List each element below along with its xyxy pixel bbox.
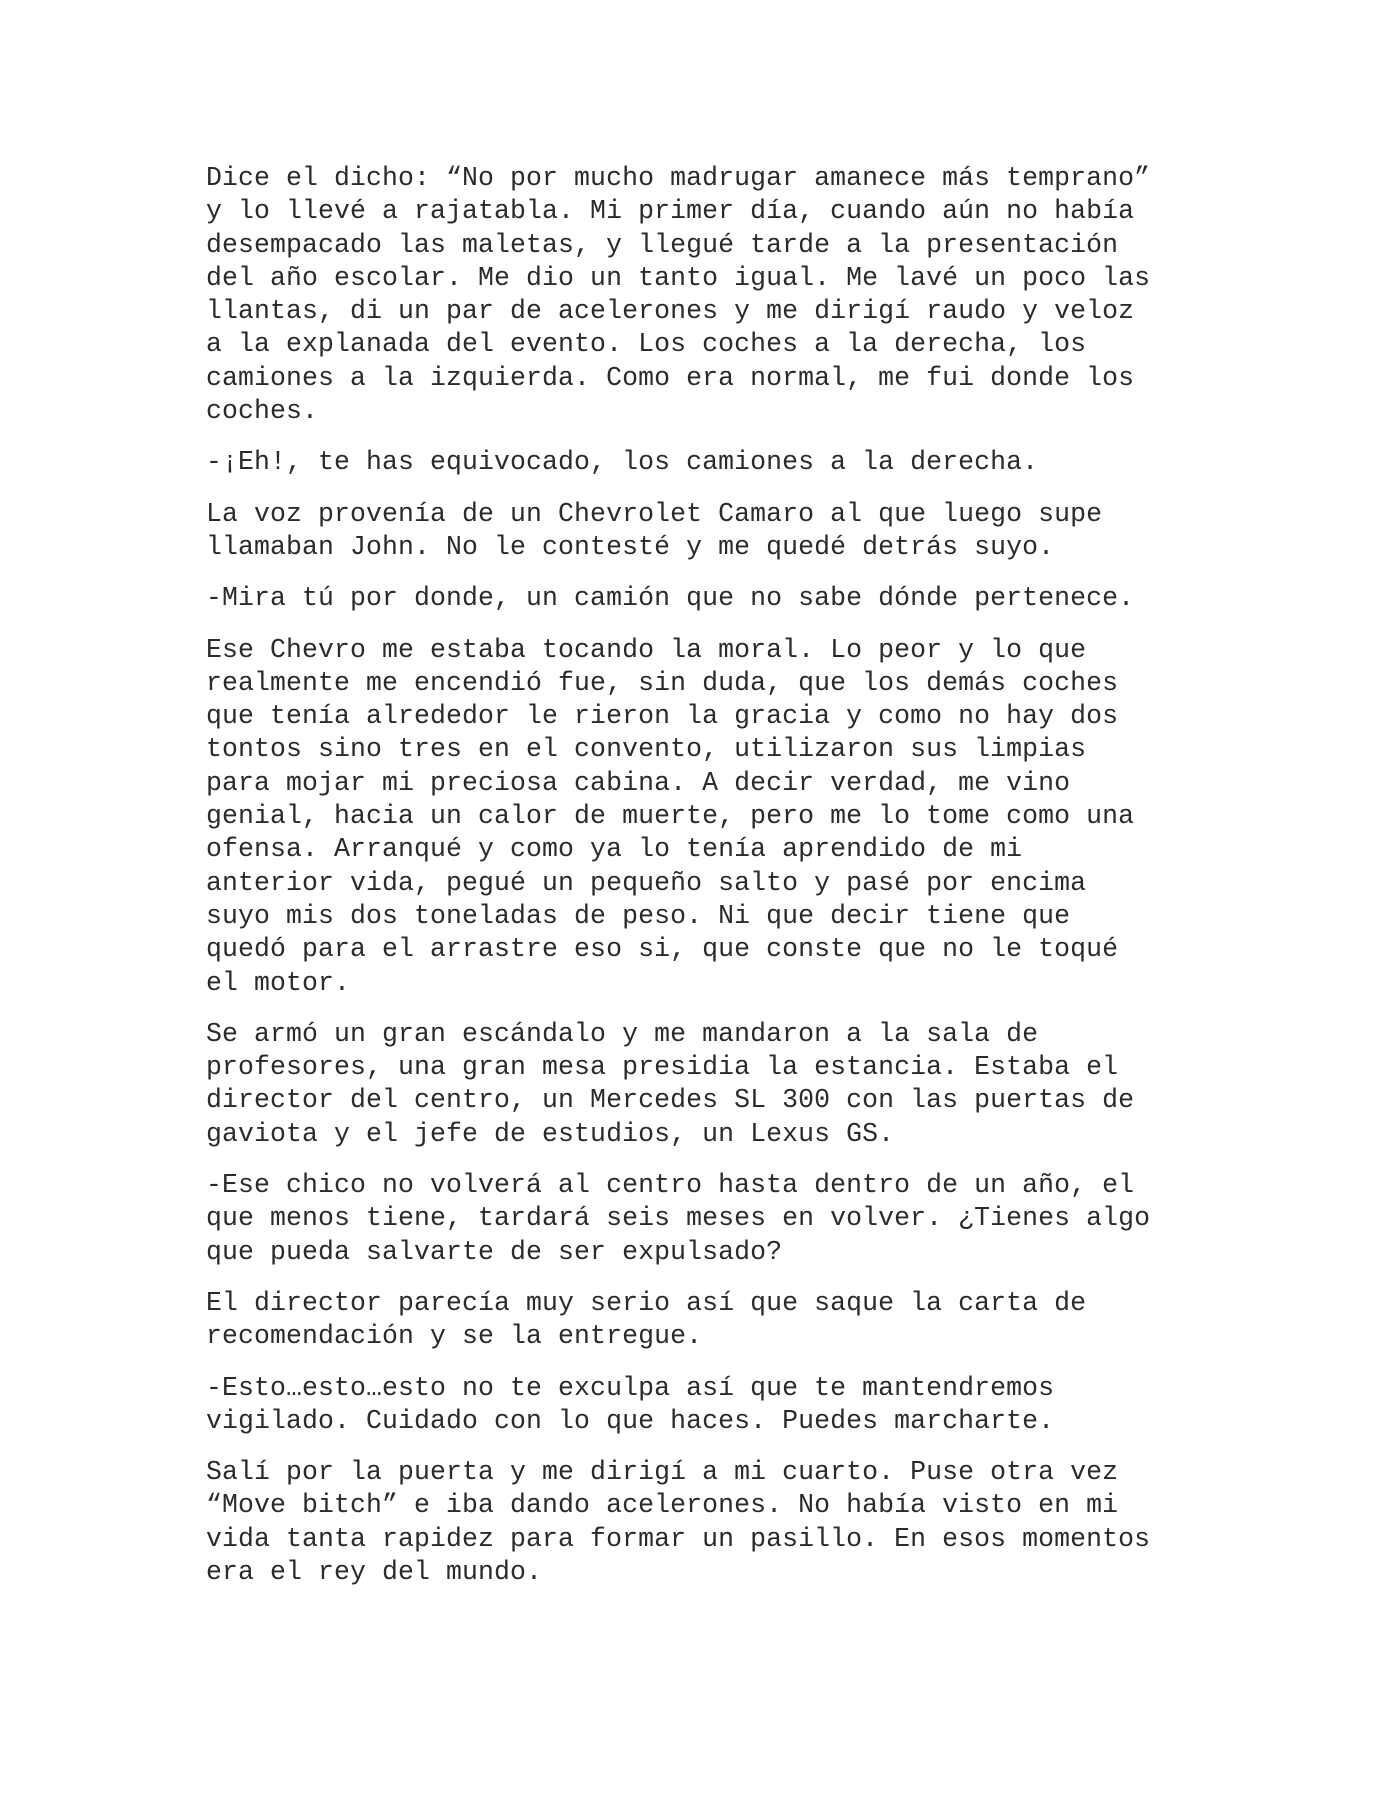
paragraph [206, 446, 1206, 479]
text-line: vigilado. Cuidado con lo que haces. Puedes marcharte. [206, 1405, 1055, 1436]
paragraph [206, 1456, 1206, 1589]
text-line: -¡Eh!, te has equivocado, los camiones a la derecha. [206, 447, 1039, 478]
text-line: tontos sino tres en el convento, utilizaron sus limpias [206, 734, 1087, 765]
paragraph [206, 498, 1206, 565]
text-line: La voz provenía de un Chevrolet Camaro al que luego supe [206, 498, 1103, 529]
text-line: el motor. [206, 967, 351, 998]
text-line: coches. [206, 396, 319, 427]
text-line: desempacado las maletas, y llegué tarde a la presentación [206, 229, 1119, 260]
text-line: genial, hacia un calor de muerte, pero me lo tome como una [206, 801, 1135, 832]
text-line: director del centro, un Mercedes SL 300 con las puertas de [206, 1085, 1135, 1116]
paragraph [206, 1372, 1206, 1439]
text-line: llantas, di un par de acelerones y me dirigí raudo y veloz [206, 296, 1135, 327]
text-line: Dice el dicho: “No por mucho madrugar amanece más temprano” [206, 163, 1151, 193]
text-line: quedó para el arrastre eso si, que conste que no le toqué [206, 934, 1119, 965]
text-line: del año escolar. Me dio un tanto igual. Me lavé un poco las [206, 262, 1151, 293]
text-line: suyo mis dos toneladas de peso. Ni que decir tiene que [206, 900, 1071, 931]
text-line: profesores, una gran mesa presidia la estancia. Estaba el [206, 1052, 1119, 1083]
text-line: ofensa. Arranqué y como ya lo tenía aprendido de mi [206, 834, 1023, 865]
text-line: a la explanada del evento. Los coches a la derecha, los [206, 329, 1087, 360]
text-line: gaviota y el jefe de estudios, un Lexus GS. [206, 1118, 895, 1149]
paragraph [206, 1287, 1206, 1354]
text-line: Ese Chevro me estaba tocando la moral. Lo peor y lo que [206, 634, 1087, 665]
text-line: -Ese chico no volverá al centro hasta dentro de un año, el [206, 1170, 1135, 1201]
text-line: llamaban John. No le contesté y me quedé detrás suyo. [206, 531, 1055, 562]
paragraph [206, 634, 1206, 1000]
text-line: que menos tiene, tardará seis meses en volver. ¿Tienes algo [206, 1203, 1151, 1234]
text-line: El director parecía muy serio así que saque la carta de [206, 1287, 1087, 1318]
text-line: anterior vida, pegué un pequeño salto y pasé por encima [206, 867, 1087, 898]
text-line: -Esto…esto…esto no te exculpa así que te mantendremos [206, 1372, 1055, 1403]
text-line: camiones a la izquierda. Como era normal, me fui donde los [206, 362, 1135, 393]
text-line: realmente me encendió fue, sin duda, que los demás coches [206, 667, 1119, 698]
paragraph [206, 582, 1206, 615]
text-line: Se armó un gran escándalo y me mandaron a la sala de [206, 1018, 1039, 1049]
text-line: era el rey del mundo. [206, 1556, 543, 1587]
text-line: vida tanta rapidez para formar un pasillo. En esos momentos [206, 1523, 1151, 1554]
text-line: -Mira tú por donde, un camión que no sabe dónde pertenece. [206, 583, 1135, 614]
paragraph [206, 1018, 1206, 1151]
document-body [206, 162, 1206, 1607]
text-line: para mojar mi preciosa cabina. A decir verdad, me vino [206, 767, 1071, 798]
text-line: recomendación y se la entregue. [206, 1321, 703, 1352]
paragraph [206, 162, 1206, 428]
text-line: y lo llevé a rajatabla. Mi primer día, cuando aún no había [206, 196, 1135, 227]
paragraph [206, 1169, 1206, 1269]
text-line: que pueda salvarte de ser expulsado? [206, 1236, 783, 1267]
text-line: que tenía alrededor le rieron la gracia y como no hay dos [206, 701, 1119, 732]
text-line: Salí por la puerta y me dirigí a mi cuarto. Puse otra vez [206, 1457, 1119, 1488]
text-line: “Move bitch” e iba dando acelerones. No había visto en mi [206, 1490, 1119, 1521]
